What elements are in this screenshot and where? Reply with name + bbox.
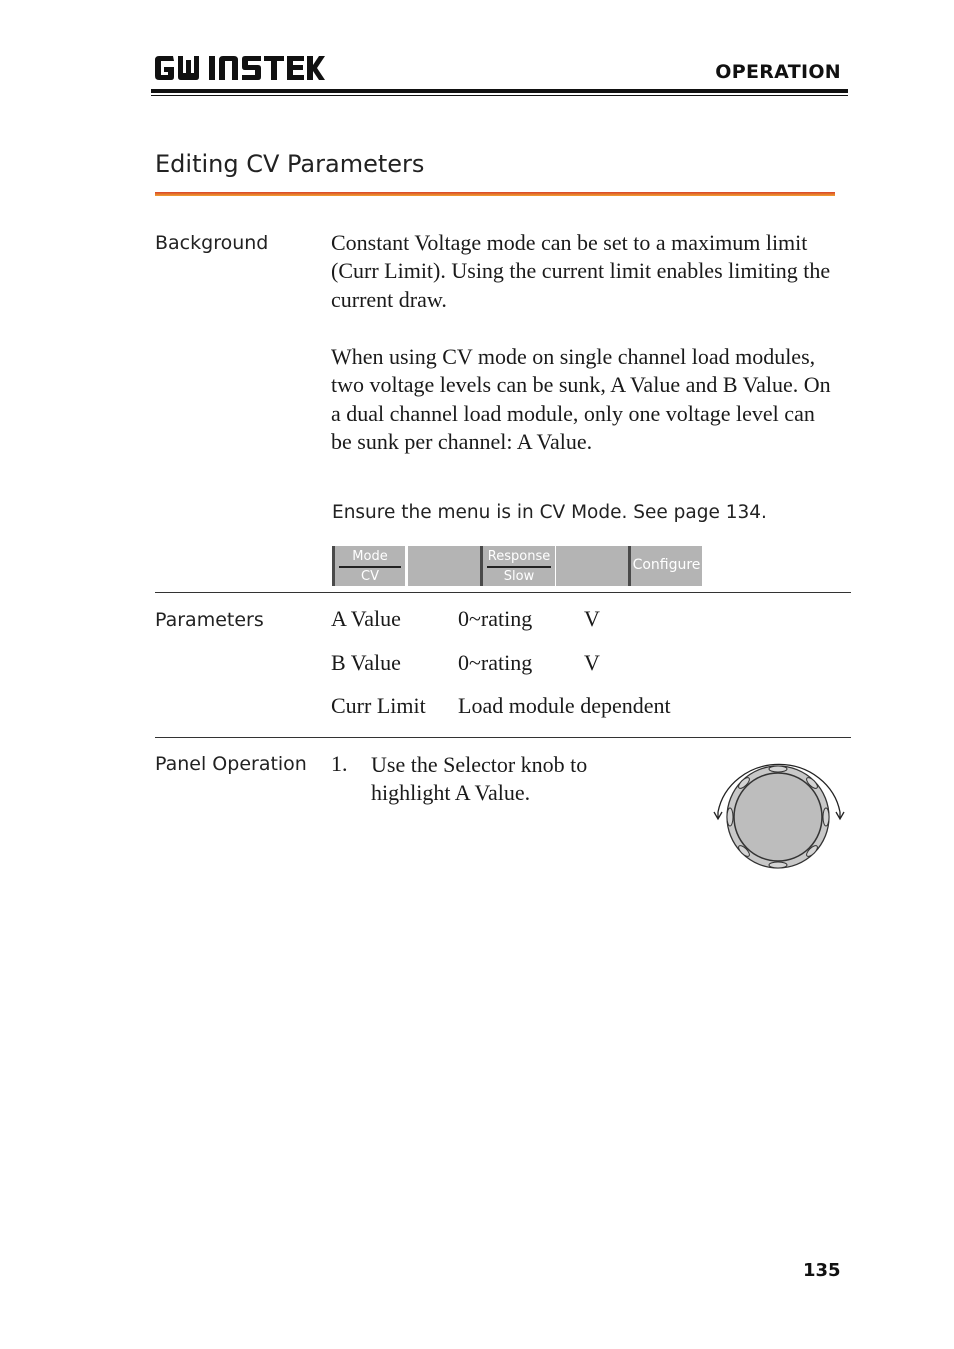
page-number: 135 [803, 1260, 841, 1281]
response-softkey-label: Response [487, 549, 551, 564]
row-divider [155, 737, 851, 738]
param-name: A Value [331, 606, 401, 631]
mode-softkey-value: CV [361, 569, 379, 584]
blank-softkey-2[interactable] [556, 546, 628, 586]
step-text: Use the Selector knob to highlight A Value. [371, 752, 588, 806]
response-softkey[interactable] [480, 546, 555, 586]
header-rule-thin [151, 95, 848, 96]
background-paragraph-2: When using CV mode on single channel load modules, two voltage levels can be sunk, A Value and B Value. On a dual channel load module, only one voltage level can be sunk per channel: A Value. [331, 344, 831, 454]
mode-softkey[interactable] [332, 546, 405, 586]
title-underline [155, 192, 835, 196]
header-rule [151, 89, 848, 93]
configure-softkey-label: Configure [632, 557, 701, 573]
mode-softkey-label: Mode [352, 549, 388, 564]
section-label: OPERATION [715, 61, 841, 83]
param-unit: V [584, 606, 600, 631]
step-number: 1. [331, 751, 348, 776]
param-unit: V [584, 650, 600, 675]
parameters-label: Parameters [155, 609, 264, 631]
response-softkey-value: Slow [503, 569, 535, 584]
menu-note: Ensure the menu is in CV Mode. See page 134. [332, 502, 767, 523]
param-range: 0~rating [458, 606, 533, 631]
param-range: 0~rating [458, 650, 533, 675]
background-paragraph-1: Constant Voltage mode can be set to a maximum limit (Curr Limit). Using the current limit enables limiting the current draw. [331, 230, 831, 312]
row-divider [155, 592, 851, 593]
softkey-divider [339, 566, 401, 568]
page-title: Editing CV Parameters [155, 150, 425, 178]
selector-knob-icon [710, 750, 850, 875]
configure-softkey[interactable] [628, 546, 702, 586]
param-name: Curr Limit [331, 693, 426, 718]
blank-softkey-1[interactable] [408, 546, 480, 586]
param-name: B Value [331, 650, 401, 675]
panel-operation-label: Panel Operation [155, 753, 307, 775]
param-range: Load module dependent [458, 693, 671, 718]
background-label: Background [155, 232, 269, 254]
gw-instek-logo [153, 52, 325, 84]
softkey-divider [487, 566, 551, 568]
